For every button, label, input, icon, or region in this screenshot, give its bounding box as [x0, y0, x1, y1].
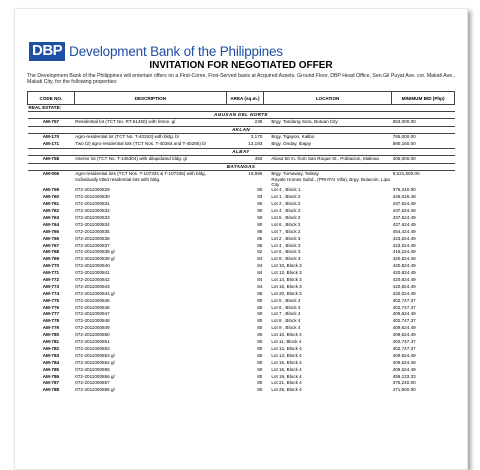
- row-code: AM-763: [42, 215, 60, 221]
- row-location: Lot 7 , Block 4: [271, 311, 301, 317]
- row-tct: 072-2011000833: [75, 215, 110, 221]
- row-min-bid: 409,624.49: [392, 325, 416, 331]
- row-code: AM-769: [42, 256, 60, 262]
- titled-lots-location: Royale Homes Subd., (PRHTAI Villa), Brgy. Bulacnin, Lipa City: [271, 177, 390, 188]
- table-row: [28, 249, 455, 256]
- row-area: 80: [257, 311, 263, 317]
- row-location: Brgy. Tigayon, Kalibo: [271, 133, 315, 139]
- table-row: [28, 256, 455, 263]
- row-code: AM-766: [42, 235, 60, 241]
- row-code: AM-171: [42, 140, 60, 146]
- row-code: AM-788: [42, 387, 60, 393]
- properties-table: [27, 91, 455, 394]
- row-description: Two (2) agro-residential lots (TCT Nos. T-40284 and T-40285) b/: [75, 140, 207, 146]
- logo-mark: DBP: [29, 42, 65, 61]
- row-code: AM-783: [42, 352, 60, 358]
- table-row: [28, 298, 455, 305]
- row-area: 450: [254, 155, 263, 161]
- table-row: [28, 380, 455, 387]
- section-row: [28, 163, 455, 170]
- row-min-bid: 409,624.49: [392, 366, 416, 372]
- row-code: AM-785: [42, 366, 60, 372]
- row-location: Lot 6 , Block 2: [271, 221, 301, 227]
- row-min-bid: 420,824.49: [392, 283, 416, 289]
- titled-lots-note: Individually titled residential lots with bldg.: [75, 177, 161, 183]
- row-min-bid: 409,624.49: [392, 332, 416, 338]
- row-area: 2,170: [250, 133, 263, 139]
- row-min-bid: 459,133.33: [392, 373, 416, 379]
- row-min-bid: 420,824.49: [392, 270, 416, 276]
- row-min-bid: 553,000.00: [392, 119, 416, 124]
- row-tct: 072-2011000829: [75, 187, 110, 193]
- section-albay: ALBAY: [28, 148, 455, 155]
- row-code: AM-759: [42, 187, 60, 193]
- row-tct: 072-2011000845: [75, 297, 110, 303]
- table-row: [28, 367, 455, 374]
- row-tct: 072-2011000857: [75, 380, 110, 386]
- row-location: Lot 1 , Block 2: [271, 194, 301, 200]
- row-location: About 50 m. from San Roque St., Poblacion, Malinao: [271, 155, 380, 161]
- row-code: AM-786: [42, 373, 60, 379]
- table-row: [28, 284, 455, 291]
- row-location: Lot 8 , Block 4: [271, 318, 301, 324]
- row-code: AM-762: [42, 208, 60, 214]
- row-location: Lot 10, Block 4: [271, 332, 302, 338]
- row-area: 90: [257, 215, 263, 221]
- table-row: [28, 346, 455, 353]
- row-location: Lot 15, Block 4: [271, 359, 302, 365]
- row-code: AM-772: [42, 277, 60, 283]
- row-code: AM-778: [42, 318, 60, 324]
- table-header-row: [28, 92, 455, 105]
- row-code: AM-757: [42, 119, 60, 124]
- row-area: 80: [257, 339, 263, 345]
- row-code: AM-775: [42, 297, 60, 303]
- table-row: [28, 170, 455, 177]
- row-min-bid: 432,024.49: [392, 290, 416, 296]
- table-row: [28, 208, 455, 215]
- row-min-bid: 409,624.49: [392, 359, 416, 365]
- row-location: Lot 21, Block 4: [271, 380, 302, 386]
- row-min-bid: 420,824.49: [392, 263, 416, 269]
- table-row: [28, 215, 455, 222]
- row-tct: 072-2011000831: [75, 201, 110, 207]
- row-area: 84: [257, 283, 263, 289]
- row-location: Brgy. Tandang Sora, Butuan City: [271, 119, 338, 124]
- row-tct: 072-2011000842: [75, 277, 110, 283]
- row-location: Lot 11, Block 4: [271, 339, 302, 345]
- row-tct: 072-2011000841: [75, 270, 110, 276]
- row-area: 85: [257, 242, 263, 248]
- row-tct: 072-2011000840: [75, 263, 110, 269]
- row-code: AM-774: [42, 290, 60, 296]
- table-row: [28, 119, 455, 127]
- row-code: AM-787: [42, 380, 60, 386]
- row-tct: 072-2011000856 g/: [75, 373, 115, 379]
- row-description: Agro-residential lots (TCT Nos. T-107334 & T-107335) with bldg.: [75, 170, 207, 176]
- row-code: AM-773: [42, 283, 60, 289]
- row-location: Lot 16, Block 4: [271, 366, 302, 372]
- row-location: Lot 14, Block 3: [271, 277, 302, 283]
- row-location: Lot 13, Block 4: [271, 352, 302, 358]
- row-location: Lot 4 , Block 3: [271, 242, 301, 248]
- table-row: [28, 311, 455, 318]
- row-min-bid: 415,224.49: [392, 249, 416, 255]
- row-code: AM-765: [42, 228, 60, 234]
- row-min-bid: 423,624.49: [392, 242, 416, 248]
- row-code: AM-767: [42, 242, 60, 248]
- document-page: [14, 8, 468, 470]
- table-row: [28, 270, 455, 277]
- table-row: [28, 325, 455, 332]
- table-row: [28, 291, 455, 298]
- row-location: Lot 7 , Block 2: [271, 228, 301, 234]
- table-row: [28, 229, 455, 236]
- row-code: AM-760: [42, 194, 60, 200]
- row-code: AM-784: [42, 359, 60, 365]
- table-row: [28, 187, 455, 194]
- row-area: 80: [257, 373, 263, 379]
- row-area: 80: [257, 187, 263, 193]
- table-body: [28, 105, 455, 395]
- row-location: Lot 8 , Block 3: [271, 256, 301, 262]
- row-location: Lot 4 , Block 1: [271, 187, 301, 193]
- table-row: [28, 133, 455, 140]
- row-min-bid: 402,747.37: [392, 339, 416, 345]
- row-location: Lot 5 , Block 4: [271, 297, 301, 303]
- row-tct: 072-2011000852: [75, 345, 110, 351]
- row-min-bid: 402,747.37: [392, 345, 416, 351]
- row-min-bid: 590,160.00: [392, 140, 416, 146]
- row-tct: 072-2011000853 g/: [75, 352, 115, 358]
- row-min-bid: 409,624.49: [392, 311, 416, 317]
- dbp-logo: [29, 42, 283, 61]
- row-area: 80: [257, 387, 263, 393]
- row-min-bid: 454,424.49: [392, 228, 416, 234]
- row-tct: 072-2011000850: [75, 332, 110, 338]
- section-row: [28, 126, 455, 133]
- row-code: AM-777: [42, 311, 60, 317]
- table-row: [28, 305, 455, 312]
- row-min-bid: 409,624.49: [392, 352, 416, 358]
- row-min-bid: 471,500.00: [392, 387, 416, 393]
- row-location: Lot 25, Block 4: [271, 387, 302, 393]
- row-min-bid: 437,624.49: [392, 221, 416, 227]
- row-area: 80: [257, 332, 263, 338]
- row-code: AM-776: [42, 304, 60, 310]
- real-estate-label: REAL ESTATE:: [28, 105, 62, 110]
- row-tct: 072-2011000837: [75, 242, 110, 248]
- row-location: Lot 20, Block 3: [271, 290, 302, 296]
- table-row: [28, 332, 455, 339]
- real-estate-label-row: [28, 105, 455, 112]
- row-min-bid: 446,026.48: [392, 194, 416, 200]
- row-area: 90: [257, 221, 263, 227]
- table-row: [28, 141, 455, 148]
- row-tct: 072-2011000839 g/: [75, 256, 115, 262]
- row-location: Brgy. Onday, Ibajay: [271, 140, 312, 146]
- table-row: [28, 387, 455, 394]
- row-tct: 072-2011000843: [75, 283, 110, 289]
- row-tct: 072-2011000846: [75, 304, 110, 310]
- row-code: AM-779: [42, 325, 60, 331]
- row-location: Lot 12, Block 3: [271, 270, 302, 276]
- row-area: 80: [257, 304, 263, 310]
- row-tct: 072-2011000851: [75, 339, 110, 345]
- row-area: 84: [257, 263, 263, 269]
- row-min-bid: 437,624.49: [392, 201, 416, 207]
- row-tct: 072-2011000858 g/: [75, 387, 115, 393]
- row-min-bid: 423,624.49: [392, 235, 416, 241]
- row-tct: 072-2011000849: [75, 325, 110, 331]
- table-row: [28, 360, 455, 367]
- row-min-bid: 402,747.37: [392, 304, 416, 310]
- row-tct: 072-2011000835: [75, 228, 110, 234]
- row-tct: 072-2011000844 g/: [75, 290, 115, 296]
- row-code: AM-771: [42, 270, 60, 276]
- row-location: Lot 6 , Block 3: [271, 249, 301, 255]
- row-location: Lot 2 , Block 2: [271, 201, 301, 207]
- row-tct: 072-2011000836: [75, 235, 110, 241]
- row-min-bid: 375,240.00: [392, 187, 416, 193]
- row-min-bid: 437,624.49: [392, 208, 416, 214]
- header-min-bid: MINIMUM BID (Php): [392, 92, 455, 105]
- row-tct: 072-2011000838 g/: [75, 249, 115, 255]
- page-title: INVITATION FOR NEGOTIATED OFFER: [149, 60, 333, 71]
- row-area: 88: [257, 290, 263, 296]
- row-min-bid: 420,824.49: [392, 256, 416, 262]
- row-min-bid: 420,824.49: [392, 277, 416, 283]
- row-area: 84: [257, 270, 263, 276]
- row-area: 96: [257, 228, 263, 234]
- section-agusan: AGUSAN DEL NORTE: [28, 112, 455, 119]
- row-min-bid: 9,521,600.00: [392, 170, 420, 176]
- row-area: 93: [257, 194, 263, 200]
- row-area: 13,193: [248, 140, 263, 146]
- row-location: Lot 4 , Block 2: [271, 208, 301, 214]
- row-description: Interior lot (TCT No. T-145304) with dilapidated bldg. g/: [75, 155, 188, 161]
- table-row: [28, 177, 455, 187]
- row-location: Lot 5 , Block 2: [271, 215, 301, 221]
- row-min-bid: 765,000.00: [392, 133, 416, 139]
- section-batangas: BATANGAS: [28, 163, 455, 170]
- row-location: Lot 6 , Block 4: [271, 304, 301, 310]
- row-min-bid: 402,747.37: [392, 318, 416, 324]
- section-aklan: AKLAN: [28, 126, 455, 133]
- section-row: [28, 148, 455, 155]
- table-row: [28, 263, 455, 270]
- row-area: 80: [257, 359, 263, 365]
- row-code: AM-764: [42, 221, 60, 227]
- row-code: AM-782: [42, 345, 60, 351]
- row-area: 85: [257, 235, 263, 241]
- header-description: DESCRIPTION: [74, 92, 226, 105]
- header-area: AREA (sq.m.): [226, 92, 263, 105]
- row-code: AM-006: [42, 170, 60, 176]
- row-description: Residential lot (TCT No. RT-51450) with fence. g/: [75, 119, 176, 124]
- header-location: LOCATION: [263, 92, 391, 105]
- row-area: 90: [257, 201, 263, 207]
- row-area: 84: [257, 256, 263, 262]
- row-tct: 072-2011000834: [75, 221, 110, 227]
- row-code: AM-761: [42, 201, 60, 207]
- table-row: [28, 374, 455, 381]
- row-min-bid: 405,000.00: [392, 155, 416, 161]
- row-area: 80: [257, 318, 263, 324]
- row-code: AM-770: [42, 263, 60, 269]
- row-code: AM-758: [42, 155, 60, 161]
- header-code: CODE NO.: [28, 92, 75, 105]
- row-location: Lot 12, Block 4: [271, 345, 302, 351]
- section-row: [28, 112, 455, 119]
- row-code: AM-780: [42, 332, 60, 338]
- row-tct: 072-2011000848: [75, 318, 110, 324]
- row-code: AM-768: [42, 249, 60, 255]
- row-area: 80: [257, 297, 263, 303]
- row-location: Lot 9 , Block 4: [271, 325, 301, 331]
- row-code: AM-781: [42, 339, 60, 345]
- row-area: 80: [257, 325, 263, 331]
- table-row: [28, 318, 455, 325]
- row-tct: 072-2011000830: [75, 194, 110, 200]
- table-row: [28, 194, 455, 201]
- table-row: [28, 353, 455, 360]
- table-row: [28, 222, 455, 229]
- row-code: AM-170: [42, 133, 60, 139]
- row-area: 90: [257, 208, 263, 214]
- row-location: Brgy. Tumaway, Talisay: [271, 170, 319, 176]
- row-description: Agro-residential lot (TCT No. T-40263) with bldg. b/: [75, 133, 180, 139]
- row-tct: 072-2011000855: [75, 366, 110, 372]
- table-row: [28, 236, 455, 243]
- row-location: Lot 19, Block 4: [271, 373, 302, 379]
- row-min-bid: 375,240.00: [392, 380, 416, 386]
- row-tct: 072-2011000847: [75, 311, 110, 317]
- row-tct: 072-2011000832: [75, 208, 110, 214]
- row-area: 239: [254, 119, 263, 124]
- row-area: 80: [257, 380, 263, 386]
- intro-paragraph: The Development Bank of the Philippines will entertain offers on a First-Come, First-Served basis at Acquired Assets, Ground Floor, DBP Head Office, Sen.Gil Puyat Ave. cor. Makati Ave., Makati City, for the following properties:: [27, 73, 455, 86]
- row-location: Lot 2 , Block 3: [271, 235, 301, 241]
- table-row: [28, 277, 455, 284]
- table-row: [28, 155, 455, 163]
- row-area: 82: [257, 249, 263, 255]
- table-row: [28, 243, 455, 250]
- row-location: Lot 10, Block 3: [271, 263, 302, 269]
- row-area: 16,995: [248, 170, 263, 176]
- row-tct: 072-2011000854 g/: [75, 359, 115, 365]
- row-location: Lot 16, Block 3: [271, 283, 302, 289]
- table-row: [28, 339, 455, 346]
- row-min-bid: 402,747.37: [392, 297, 416, 303]
- row-min-bid: 437,624.49: [392, 215, 416, 221]
- bank-name: Development Bank of the Philippines: [69, 44, 283, 59]
- row-area: 84: [257, 277, 263, 283]
- table-row: [28, 201, 455, 208]
- row-area: 80: [257, 345, 263, 351]
- row-area: 80: [257, 366, 263, 372]
- row-area: 80: [257, 352, 263, 358]
